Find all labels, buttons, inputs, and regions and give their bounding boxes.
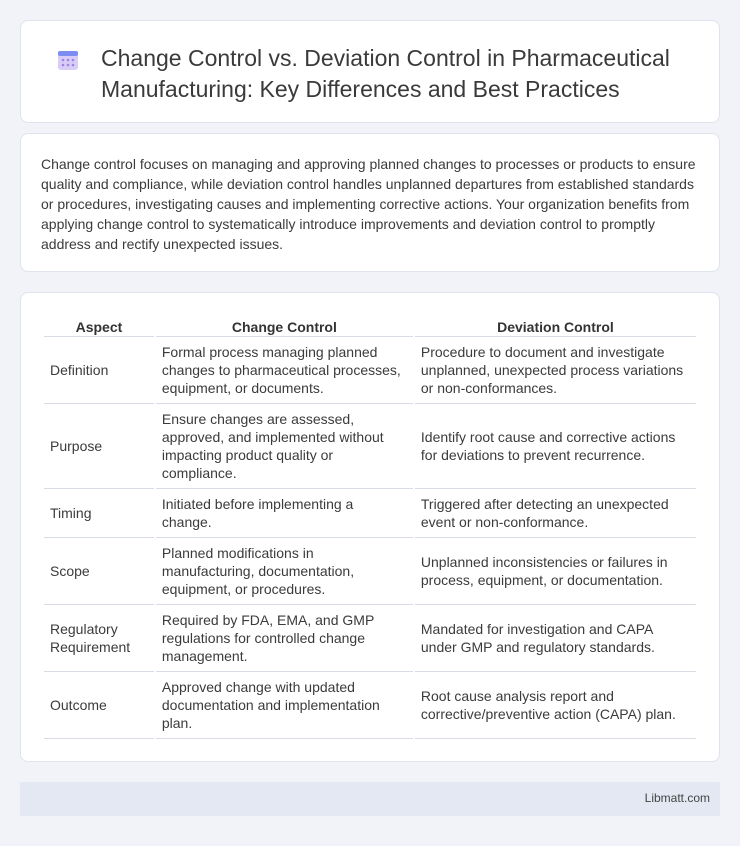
change-control-cell: Ensure changes are assessed, approved, and implemented without impacting product quality or compliance.	[156, 404, 413, 489]
aspect-cell: Purpose	[44, 404, 154, 489]
header-card	[20, 20, 720, 123]
change-control-cell: Initiated before implementing a change.	[156, 489, 413, 538]
column-header-aspect: Aspect	[44, 313, 154, 337]
column-header-change-control: Change Control	[156, 313, 413, 337]
change-control-cell: Planned modifications in manufacturing, documentation, equipment, or procedures.	[156, 538, 413, 605]
deviation-control-cell: Procedure to document and investigate unplanned, unexpected process variations or non-conformances.	[415, 337, 696, 404]
comparison-table	[42, 313, 698, 739]
column-header-deviation-control: Deviation Control	[415, 313, 696, 337]
table-row	[44, 337, 696, 404]
change-control-cell: Approved change with updated documentation and implementation plan.	[156, 672, 413, 739]
change-control-cell: Formal process managing planned changes to pharmaceutical processes, equipment, or documents.	[156, 337, 413, 404]
deviation-control-cell: Root cause analysis report and corrective/preventive action (CAPA) plan.	[415, 672, 696, 739]
footer-brand-link[interactable]: Libmatt.com	[644, 791, 710, 805]
table-row	[44, 672, 696, 739]
aspect-cell: Regulatory Requirement	[44, 605, 154, 672]
aspect-cell: Timing	[44, 489, 154, 538]
aspect-cell: Definition	[44, 337, 154, 404]
comparison-table-card	[20, 292, 720, 762]
deviation-control-cell: Triggered after detecting an unexpected event or non-conformance.	[415, 489, 696, 538]
aspect-cell: Outcome	[44, 672, 154, 739]
aspect-cell: Scope	[44, 538, 154, 605]
footer-bar	[20, 782, 720, 816]
deviation-control-cell: Mandated for investigation and CAPA under GMP and regulatory standards.	[415, 605, 696, 672]
deviation-control-cell: Unplanned inconsistencies or failures in process, equipment, or documentation.	[415, 538, 696, 605]
table-row	[44, 538, 696, 605]
change-control-cell: Required by FDA, EMA, and GMP regulations for controlled change management.	[156, 605, 413, 672]
calendar-grid-icon	[57, 49, 79, 71]
intro-paragraph: Change control focuses on managing and approving planned changes to processes or products to ensure quality and compliance, while deviation control handles unplanned departures from established standards or procedures, investigating causes and implementing corrective actions. Your organization benefits from applying change control to systematically introduce improvements and deviation control to promptly address and rectify unexpected issues.	[41, 156, 696, 252]
intro-card	[20, 133, 720, 272]
page-title: Change Control vs. Deviation Control in Pharmaceutical Manufacturing: Key Differences and Best Practices	[101, 45, 670, 102]
table-row	[44, 605, 696, 672]
table-row	[44, 489, 696, 538]
table-header-row	[44, 313, 696, 337]
deviation-control-cell: Identify root cause and corrective actions for deviations to prevent recurrence.	[415, 404, 696, 489]
table-row	[44, 404, 696, 489]
